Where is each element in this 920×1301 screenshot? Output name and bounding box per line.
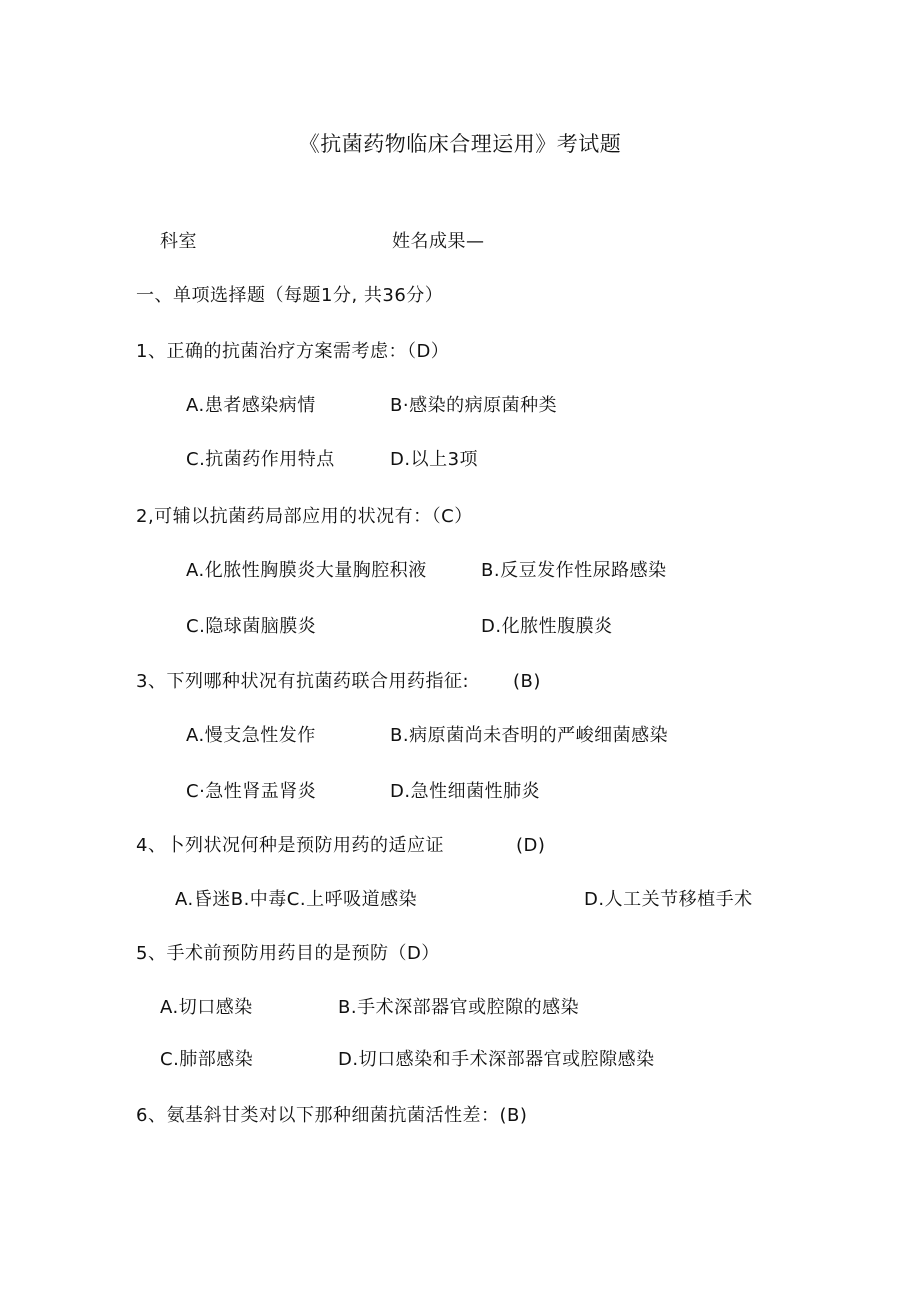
question-2-option-c: C.隐球菌脑膜炎 — [186, 616, 317, 637]
question-3-stem: 3、下列哪种状况有抗菌药联合用药指征: — [136, 671, 470, 692]
question-5-option-d: D.切口感染和手术深部器官或腔隙感染 — [338, 1049, 655, 1070]
question-4-answer: (D) — [516, 835, 546, 856]
page-title: 《抗菌药物临床合理运用》考试题 — [298, 132, 622, 156]
question-5-option-a: A.切口感染 — [160, 997, 253, 1018]
question-1-option-d: D.以上3项 — [390, 449, 479, 470]
question-4-stem: 4、卜列状况何种是预防用药的适应证 — [136, 835, 444, 856]
question-5-stem: 5、手术前预防用药目的是预防（D） — [136, 943, 440, 964]
question-3-option-d: D.急性细菌性肺炎 — [390, 781, 541, 802]
question-3-option-a: A.慢支急性发作 — [186, 725, 316, 746]
question-6-stem: 6、氨基斜甘类对以下那种细菌抗菌活性差：(B) — [136, 1105, 528, 1126]
question-4-option-abc: A.昏迷B.中毒C.上呼吸道感染 — [175, 889, 418, 910]
question-2-stem: 2,可辅以抗菌药局部应用的状况有：（C） — [136, 506, 473, 527]
question-5-option-b: B.手术深部器官或腔隙的感染 — [338, 997, 580, 1018]
question-1-option-a: A.患者感染病情 — [186, 395, 316, 416]
question-5-option-c: C.肺部感染 — [160, 1049, 254, 1070]
question-1-stem: 1、正确的抗菌治疗方案需考虑：（D） — [136, 341, 450, 362]
section-heading: 一、单项选择题（每题1分, 共36分） — [136, 285, 444, 306]
question-3-answer: (B) — [513, 671, 541, 692]
department-label: 科室 — [160, 231, 197, 252]
question-2-option-b: B.反豆发作性尿路感染 — [481, 560, 667, 581]
question-2-option-d: D.化脓性腹膜炎 — [481, 616, 613, 637]
question-1-option-b: B·感染的病原菌种类 — [390, 395, 558, 416]
question-1-option-c: C.抗菌药作用特点 — [186, 449, 335, 470]
question-4-option-d: D.人工关节移植手术 — [584, 889, 753, 910]
question-3-option-b: B.病原菌尚未杳明的严峻细菌感染 — [390, 725, 669, 746]
question-2-option-a: A.化脓性胸膜炎大量胸腔积液 — [186, 560, 427, 581]
name-score-label: 姓名成果— — [392, 231, 485, 252]
question-3-option-c: C·急性肾盂肾炎 — [186, 781, 317, 802]
